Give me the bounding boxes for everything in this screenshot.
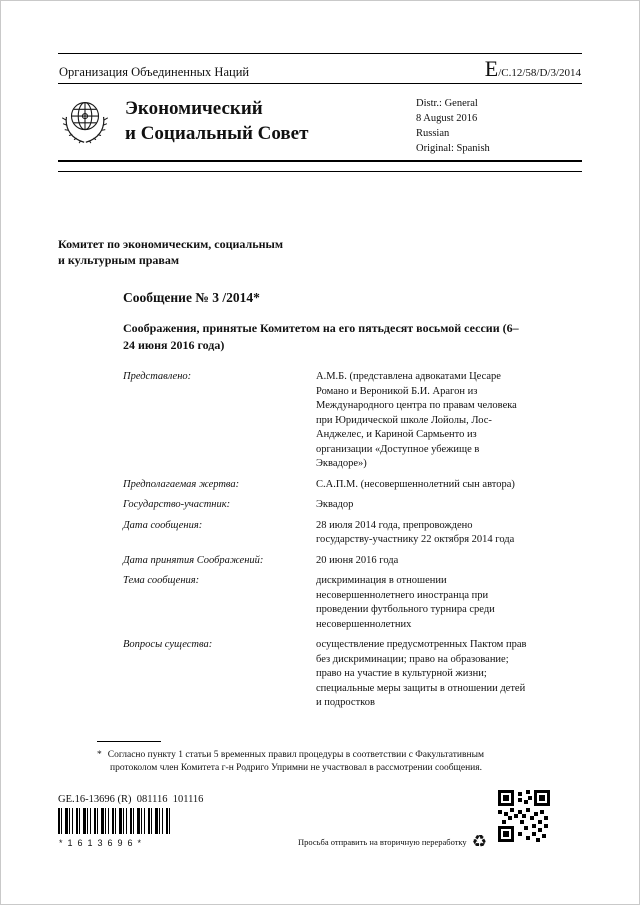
date-line: 8 August 2016 [416,112,478,124]
masthead [58,84,582,158]
committee-line1: Комитет по экономическим, социальным [58,237,284,251]
language-line: Russian [416,127,450,139]
communication-title: Сообщение № 3 /2014* [123,290,260,306]
distr-block [416,93,582,158]
rule-thin [58,171,582,172]
field-label: Государство-участник: [123,499,231,511]
field-row [123,370,582,471]
distr-line: Distr.: General [416,98,478,109]
field-label: Вопросы существа: [123,639,213,651]
field-row [123,519,582,548]
committee-line2: и культурным правам [58,253,180,268]
footnote-marker: * [97,750,102,760]
doc-symbol [485,58,581,80]
rule-thick [58,160,582,162]
field-row [123,638,582,710]
field-value: осуществление предусмотренных Пактом прав без дискриминации; право на образование; право на участие в культурной жизни; специальные меры защиты в отношении детей и подростков [316,639,527,709]
field-value: Эквадор [316,499,354,511]
council-title-line2: и Социальный Совет [125,122,309,144]
org-name: Организация Объединенных Наций [59,65,250,79]
field-value: 28 июля 2014 года, препровождено государству-участнику 22 октября 2014 года [316,519,515,546]
field-label: Тема сообщения: [123,575,200,587]
footnote-separator [97,741,161,742]
qr-code [498,790,550,842]
field-row [123,478,582,492]
field-row [123,498,582,512]
ge-number: GE.16-13696 (R) 081116 101116 [58,794,204,805]
barcode-text: *1613696* [59,838,147,848]
field-value: А.М.Б. (представлена адвокатами Цесаре Романо и Вероникой Б.И. Арагон из Международного центра по правам человека при Юридической школе Лойолы, Лос-Анджелес, и Кариной Сармьенто из организации «Доступное убежище в Эквадоре») [316,371,517,470]
recycle-text: Просьба отправить на вторичную переработку [298,836,467,847]
recycle-icon: ♻ [471,832,487,851]
council-title [125,93,308,158]
field-value: 20 июня 2016 года [316,554,399,566]
header-rule-row [58,53,582,84]
footnote-text: Согласно пункту 1 статьи 5 временных правил процедуры в соответствии с Факультативным протоколом член Комитета г-н Родриго Упримни не участвовал в рассмотрении сообщения. [107,750,484,774]
fields-table [123,370,582,710]
recycle-note [298,833,487,850]
views-title: Соображения, принятые Комитетом на его пятьдесят восьмой сессии (6–24 июня 2016 года) [123,321,519,352]
field-value: дискриминация в отношении несовершеннолетнего иностранца при проведении футбольного турнира среди несовершеннолетних [316,575,495,630]
barcode [58,808,171,834]
original-line: Original: Spanish [416,142,490,154]
committee-heading [58,236,582,268]
field-label: Предполагаемая жертва: [123,478,240,490]
un-emblem-icon [58,95,112,149]
doc-symbol-letter: E [484,56,499,81]
doc-symbol-rest: /C.12/58/D/3/2014 [498,67,581,79]
council-title-line1: Экономический [125,98,263,119]
footnote [97,741,495,776]
field-label: Дата сообщения: [123,519,203,531]
field-label: Представлено: [123,371,192,383]
field-row [123,574,582,632]
field-value: С.А.П.М. (несовершеннолетний сын автора) [316,478,515,490]
field-row [123,554,582,568]
field-label: Дата принятия Соображений: [123,554,264,566]
